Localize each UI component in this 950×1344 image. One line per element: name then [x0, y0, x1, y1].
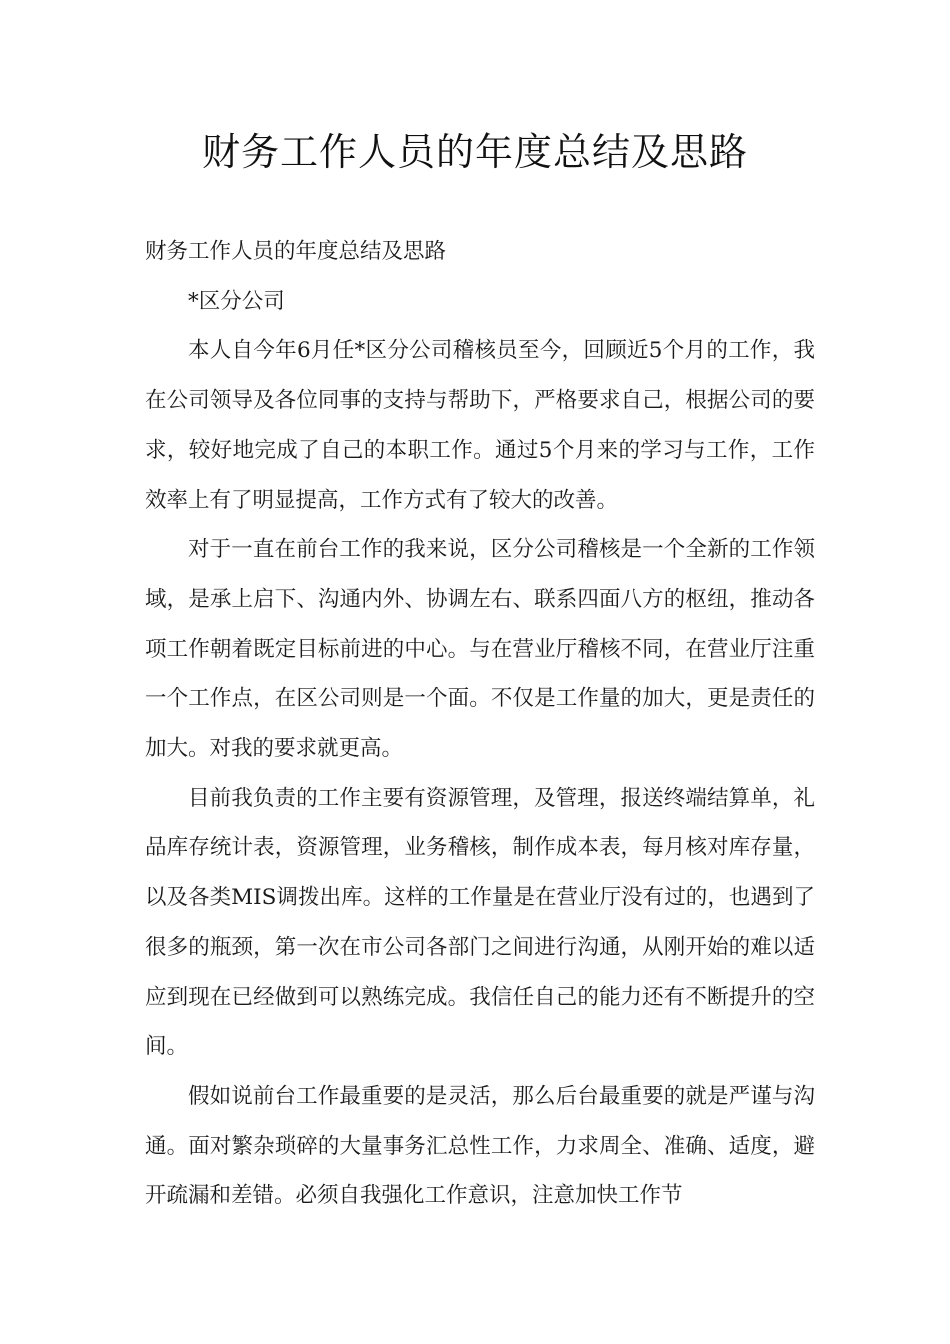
document-body — [145, 227, 815, 1221]
document-title: 财务工作人员的年度总结及思路 — [201, 130, 748, 174]
paragraph: 本人自今年6月任*区分公司稽核员至今，回顾近5个月的工作，我在公司领导及各位同事的支持与帮助下，严格要求自己，根据公司的要求，较好地完成了自己的本职工作。通过5个月来的学习与工作，工作效率上有了明显提高，工作方式有了较大的改善。 — [145, 338, 815, 513]
organization-line: *区分公司 — [188, 288, 285, 314]
document-subtitle: 财务工作人员的年度总结及思路 — [145, 239, 447, 264]
paragraph: 目前我负责的工作主要有资源管理，及管理，报送终端结算单，礼品库存统计表，资源管理，业务稽核，制作成本表，每月核对库存量，以及各类MIS调拨出库。这样的工作量是在营业厅没有过的，也遇到了很多的瓶颈，第一次在市公司各部门之间进行沟通，从刚开始的难以适应到现在已经做到可以熟练完成。我信任自己的能力还有不断提升的空间。 — [145, 785, 815, 1060]
paragraph: 假如说前台工作最重要的是灵活，那么后台最重要的就是严谨与沟通。面对繁杂琐碎的大量事务汇总性工作，力求周全、准确、适度，避开疏漏和差错。必须自我强化工作意识，注意加快工作节 — [145, 1083, 815, 1209]
paragraph: 对于一直在前台工作的我来说，区分公司稽核是一个全新的工作领域，是承上启下、沟通内外、协调左右、联系四面八方的枢纽，推动各项工作朝着既定目标前进的中心。与在营业厅稽核不同，在营业厅注重一个工作点，在区公司则是一个面。不仅是工作量的加大，更是责任的加大。对我的要求就更高。 — [145, 537, 815, 762]
